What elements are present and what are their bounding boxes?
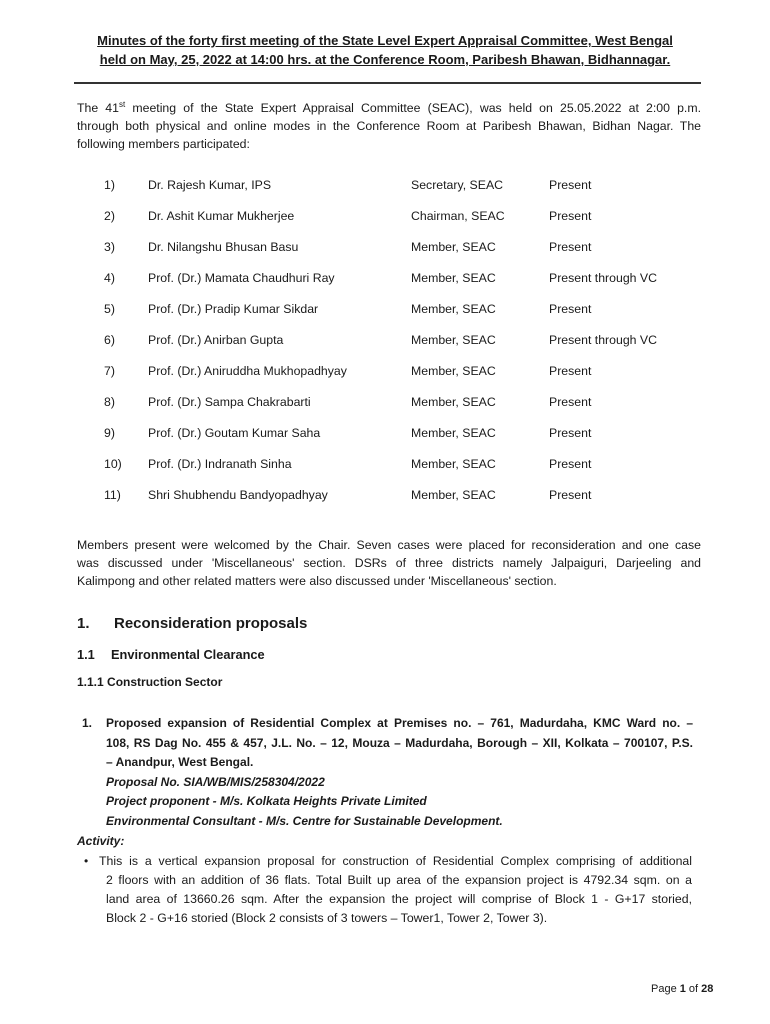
environmental-consultant: Environmental Consultant - M/s. Centre for Sustainable Development.	[106, 813, 503, 828]
member-designation: Member, SEAC	[411, 333, 496, 347]
member-number: 11)	[104, 488, 121, 502]
proposal-number: 1.	[82, 716, 93, 730]
member-designation: Member, SEAC	[411, 271, 496, 285]
member-status: Present	[549, 395, 592, 409]
project-proponent: Project proponent - M/s. Kolkata Heights Private Limited	[106, 794, 427, 808]
member-designation: Member, SEAC	[411, 426, 496, 440]
proposal-line-1: Proposed expansion of Residential Complex at Premises no. – 761, Madurdaha, KMC Ward no. –	[106, 716, 693, 730]
member-name: Dr. Rajesh Kumar, IPS	[148, 178, 272, 192]
proposal-line-2: 108, RS Dag No. 455 & 457, J.L. No. – 12, Mouza – Madurdaha, Borough – XII, Kolkata – 700107, P.S.	[106, 735, 693, 750]
member-status: Present	[549, 240, 592, 254]
member-row	[0, 362, 770, 380]
member-name: Prof. (Dr.) Anirban Gupta	[148, 333, 284, 347]
title-divider	[74, 82, 701, 84]
member-designation: Member, SEAC	[411, 395, 496, 409]
member-status: Present	[549, 426, 592, 440]
activity-line-1: This is a vertical expansion proposal for construction of Residential Complex comprising of additional	[99, 854, 692, 868]
member-designation: Member, SEAC	[411, 457, 496, 471]
member-row	[0, 207, 770, 225]
member-number: 2)	[104, 209, 115, 223]
member-row	[0, 331, 770, 349]
member-number: 6)	[104, 333, 115, 347]
document-title	[62, 31, 708, 69]
intro-paragraph	[77, 99, 701, 153]
member-number: 5)	[104, 302, 115, 316]
member-name: Dr. Nilangshu Bhusan Basu	[148, 240, 299, 254]
member-row	[0, 393, 770, 411]
member-row	[0, 238, 770, 256]
member-status: Present	[549, 488, 592, 502]
member-status: Present	[549, 364, 592, 378]
intro-line-3: following members participated:	[77, 137, 250, 151]
section-heading-1-1: 1.1 Environmental Clearance	[77, 647, 265, 662]
section-heading-1: 1. Reconsideration proposals	[77, 615, 308, 632]
welcome-line-3: Kalimpong and other related matters were also discussed under 'Miscellaneous' section.	[77, 574, 557, 588]
welcome-line-1: Members present were welcomed by the Chair. Seven cases were placed for reconsideration and one case	[77, 538, 701, 552]
member-status: Present	[549, 209, 592, 223]
member-designation: Member, SEAC	[411, 240, 496, 254]
page-footer: Page 1 of 28	[651, 983, 714, 995]
member-name: Prof. (Dr.) Mamata Chaudhuri Ray	[148, 271, 335, 285]
member-designation: Member, SEAC	[411, 364, 496, 378]
member-status: Present through VC	[549, 333, 658, 347]
proposal-line-3: – Anandpur, West Bengal.	[106, 755, 254, 769]
section-heading-1-1-1: 1.1.1 Construction Sector	[77, 675, 223, 689]
bullet-icon: •	[84, 854, 89, 868]
member-row	[0, 269, 770, 287]
intro-line-1: The 41st meeting of the State Expert Appraisal Committee (SEAC), was held on 25.05.2022 at 2:00 p.m.	[77, 99, 701, 115]
activity-line-3: land area of 13660.26 sqm. After the expansion the project will comprise of Block 1 - G+17 storied,	[106, 892, 692, 906]
member-name: Prof. (Dr.) Goutam Kumar Saha	[148, 426, 321, 440]
title-line-1: Minutes of the forty first meeting of the State Level Expert Appraisal Committee, West Bengal	[97, 33, 673, 48]
activity-line-4: Block 2 - G+16 storied (Block 2 consists of 3 towers – Tower1, Tower 2, Tower 3).	[106, 911, 548, 925]
member-name: Prof. (Dr.) Pradip Kumar Sikdar	[148, 302, 319, 316]
member-designation: Member, SEAC	[411, 302, 496, 316]
member-number: 10)	[104, 457, 122, 471]
welcome-paragraph	[77, 536, 701, 590]
member-row	[0, 300, 770, 318]
member-number: 4)	[104, 271, 115, 285]
member-number: 8)	[104, 395, 115, 409]
activity-line-2: 2 floors with an addition of 36 flats. Total Built up area of the expansion project is 4792.34 sqm. on a	[106, 873, 692, 887]
proposal-number-line: Proposal No. SIA/WB/MIS/258304/2022	[106, 774, 325, 789]
member-number: 3)	[104, 240, 115, 254]
member-number: 9)	[104, 426, 115, 440]
total-pages: 28	[701, 983, 714, 995]
member-row	[0, 486, 770, 504]
member-status: Present	[549, 457, 592, 471]
member-status: Present	[549, 302, 592, 316]
member-name: Shri Shubhendu Bandyopadhyay	[148, 488, 328, 502]
welcome-line-2: was discussed under 'Miscellaneous' section. DSRs of three districts namely Jalpaiguri, Darjeeling and	[77, 556, 701, 570]
member-number: 1)	[104, 178, 115, 192]
title-line-2: held on May, 25, 2022 at 14:00 hrs. at the Conference Room, Paribesh Bhawan, Bidhannagar.	[99, 52, 671, 67]
member-row	[0, 176, 770, 194]
member-designation: Secretary, SEAC	[411, 178, 504, 192]
current-page: 1	[679, 983, 686, 995]
member-name: Prof. (Dr.) Aniruddha Mukhopadhyay	[148, 364, 347, 378]
member-designation: Member, SEAC	[411, 488, 496, 502]
member-designation: Chairman, SEAC	[411, 209, 505, 223]
member-status: Present	[549, 178, 592, 192]
member-row	[0, 455, 770, 473]
member-number: 7)	[104, 364, 115, 378]
member-row	[0, 424, 770, 442]
member-name: Prof. (Dr.) Sampa Chakrabarti	[148, 395, 311, 409]
member-name: Dr. Ashit Kumar Mukherjee	[148, 209, 295, 223]
activity-label: Activity:	[77, 834, 125, 848]
member-status: Present through VC	[549, 271, 658, 285]
member-name: Prof. (Dr.) Indranath Sinha	[148, 457, 292, 471]
intro-line-2: through both physical and online modes in the Conference Room at Paribesh Bhawan, Bidhan Nagar. The	[77, 119, 701, 133]
